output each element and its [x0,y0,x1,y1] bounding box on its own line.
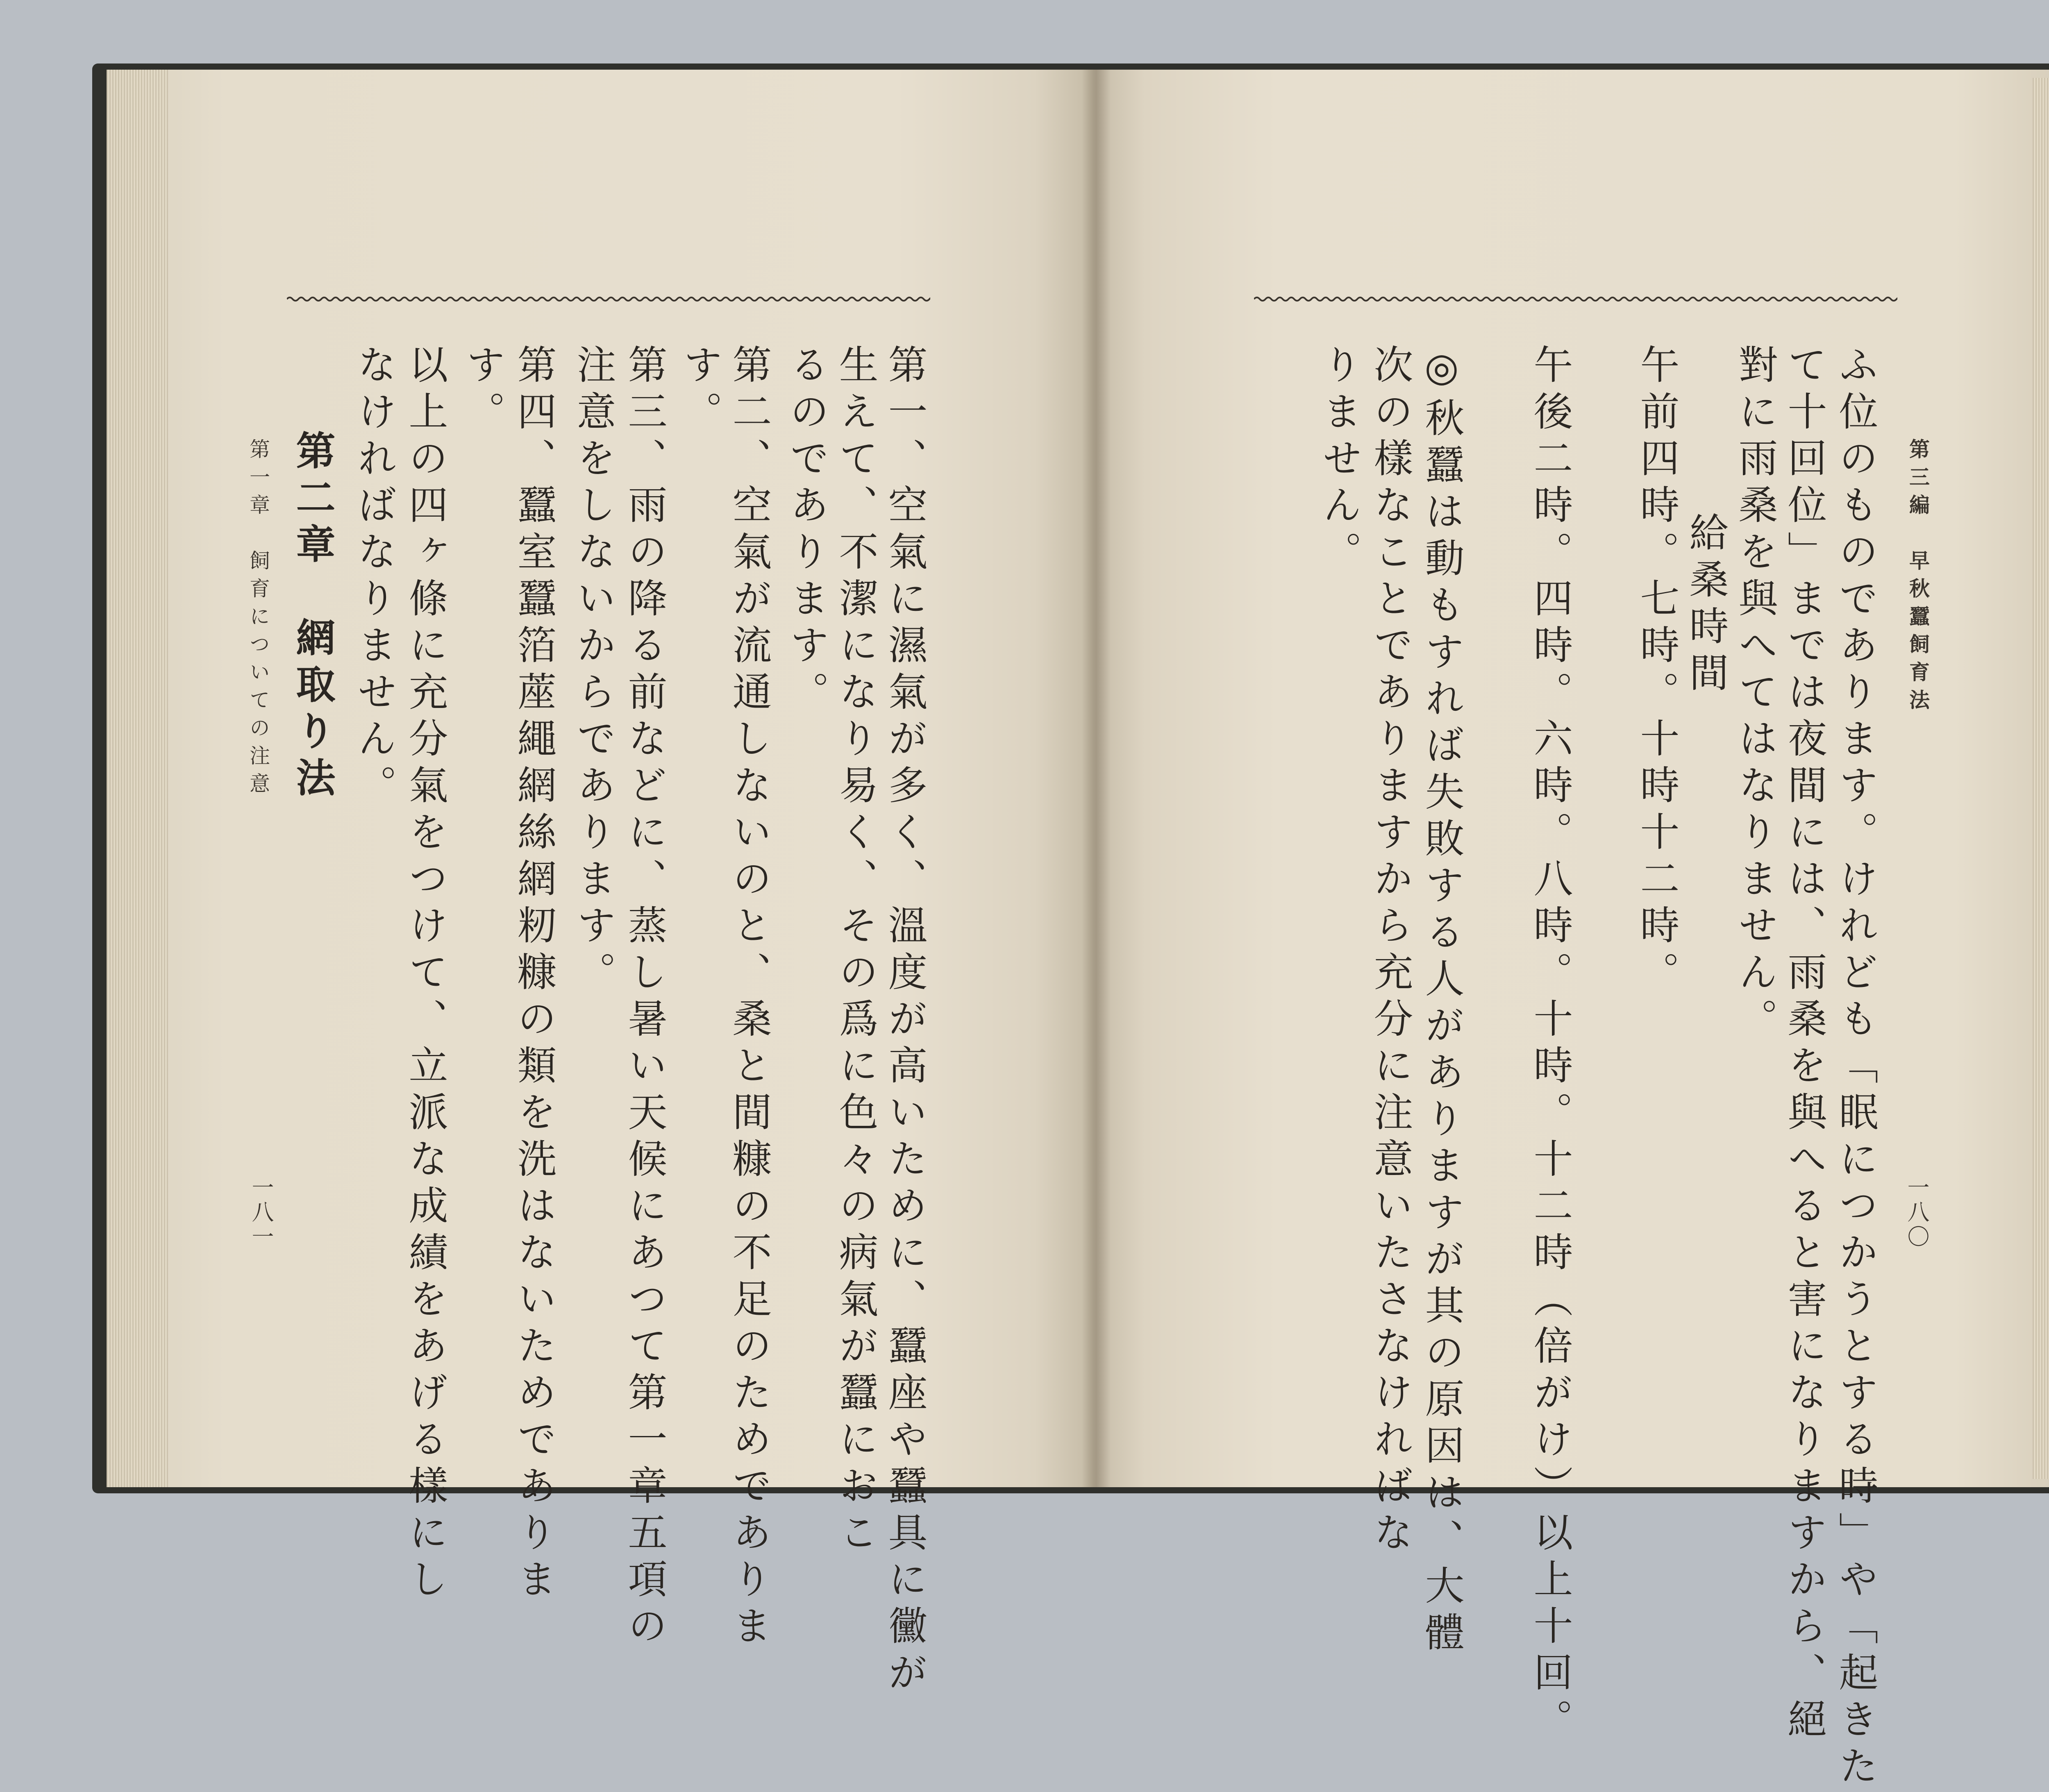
left-page-edges [107,70,168,1487]
right-text-column-2: て十回位」までは夜間には、雨桑を與へると害になりますから、絕 [1781,344,1827,1745]
right-text-column-1: ふ位のものであります。けれども「眠につかうとする時」や「起きた [1833,344,1879,1792]
left-text-column-8: 第四、蠶室蠶箔蓙繩網絲網籾糠の類を洗はないためでありま [511,344,557,1605]
right-text-column-7: ◎秋蠶は動もすれば失敗する人がありますが其の原因は、大體 [1419,344,1465,1658]
left-text-column-5: す。 [677,344,723,438]
right-page-edges [2033,78,2049,1479]
left-text-column-4: 第二、空氣が流通しないのと、桑と間糠の不足のためでありま [726,344,772,1652]
left-text-column-9: す。 [460,344,506,438]
chapter-heading: 第二章 網取り法 [290,430,336,804]
morning-feeding-times: 午前四時。七時。十時十二時。 [1634,344,1680,998]
left-text-column-11: なければなりません。 [351,344,397,811]
left-text-column-3: るのであります。 [784,344,829,718]
right-text-column-3: 對に雨桑を與へてはなりません。 [1732,344,1778,1045]
left-text-column-6: 第三、雨の降る前などに、蒸し暑い天候にあつて第一章五項の [622,344,668,1652]
left-page-number: 一八一 [248,1176,274,1250]
feeding-times-heading: 給桑時間 [1683,512,1729,699]
left-running-footer: 第一章 飼育についての注意 [246,438,270,801]
right-text-column-9: りません。 [1316,344,1362,578]
left-text-column-1: 第一、空氣に濕氣が多く、溫度が高いために、蠶座や蠶具に黴が [882,344,928,1699]
left-text-column-7: 注意をしないからであります。 [570,344,616,998]
right-page-number: 一八〇 [1904,1176,1930,1250]
left-text-column-2: 生えて、不潔になり易く、その爲に色々の病氣が蠶におこ [833,344,879,1558]
right-text-column-8: 次の樣なことでありますから充分に注意いたさなければな [1368,344,1413,1558]
left-text-column-10: 以上の四ヶ條に充分氣をつけて、立派な成績をあげる樣にし [402,344,448,1605]
afternoon-feeding-times: 午後二時。四時。六時。八時。十時。十二時（倍がけ）以上十回。 [1527,344,1573,1745]
right-running-header: 第三編 早秋蠶飼育法 [1906,438,1930,717]
wavy-rule-right [1254,295,1897,303]
wavy-rule-left [287,295,930,303]
book-gutter [1082,70,1111,1487]
